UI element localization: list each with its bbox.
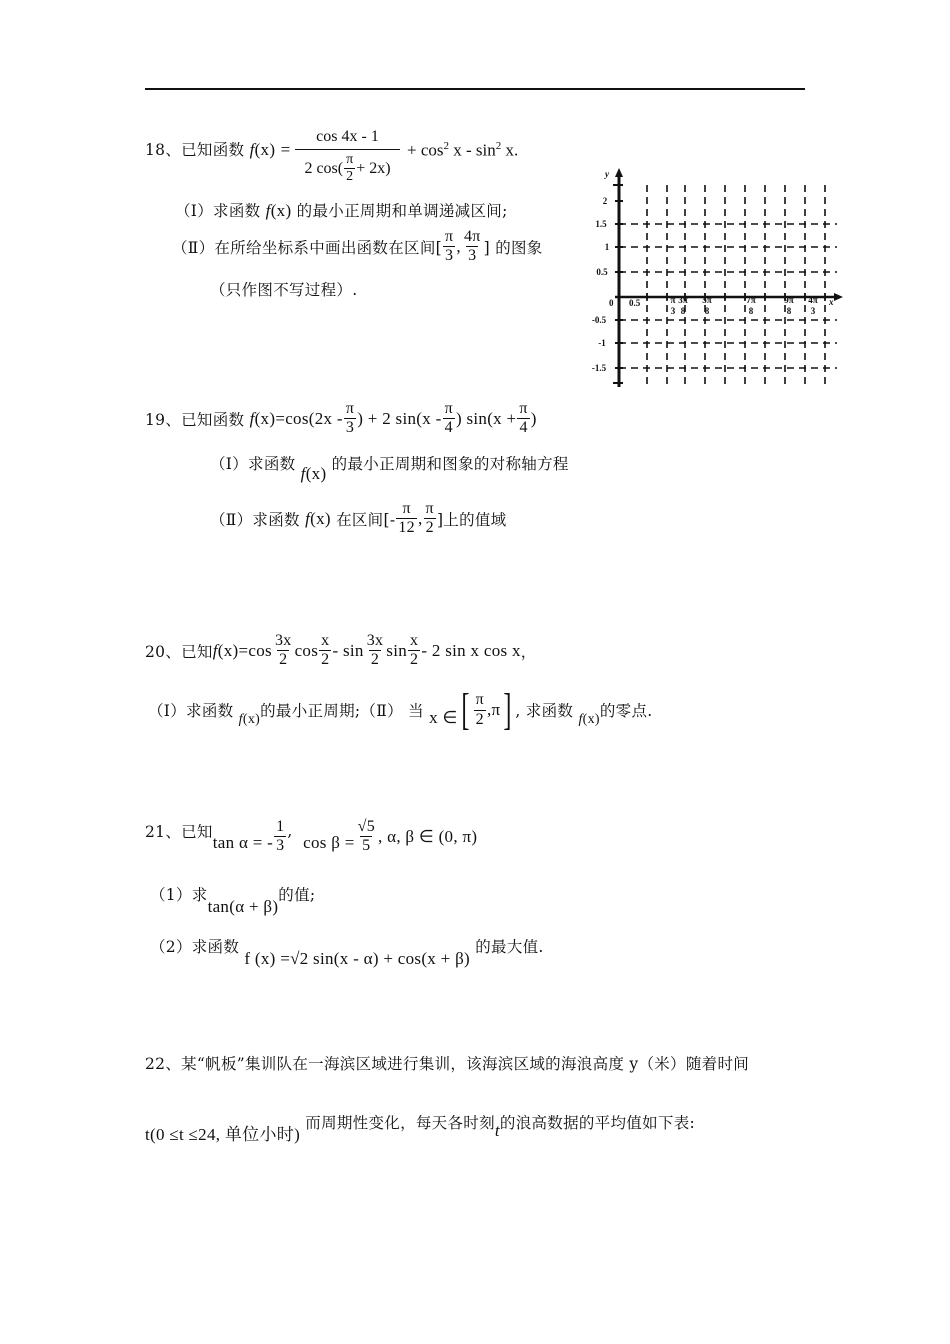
q21-line: 21、 已知 tan α = - $\frac{1}{3}$ , cos β = $\frac{√5}{5}$ , α, β ∈ (0, π): [145, 818, 478, 855]
q18-part2: （Ⅱ）在所给坐标系中画出函数在区间[ $\frac{\pi}{3}$ , $\frac{4\pi}{3}$ ] 的图象: [172, 228, 543, 265]
x-tick-den: 3: [810, 306, 816, 316]
q21-part2: （2）求函数 f (x) =√2 sin(x - α) + cos(x + β) 的最大值.: [150, 938, 544, 968]
x-tick-num: π: [670, 295, 676, 305]
x-tick-den: 8: [704, 306, 710, 316]
x-tick-den: 3: [670, 306, 676, 316]
origin-label: 0: [609, 298, 614, 308]
q18-fraction: [295, 128, 400, 185]
q18-number: 18、: [145, 141, 182, 159]
q19-part1: （Ⅰ）求函数 f(x) 的最小正周期和图象的对称轴方程: [210, 455, 569, 483]
y-tick: -1: [598, 338, 606, 348]
top-rule: [145, 88, 805, 90]
x-tick-num: 4π: [808, 295, 818, 305]
x-tick-num: 5π: [702, 295, 712, 305]
q19-part2: （Ⅱ）求函数 f (x) 在区间[- $\frac{\pi}{12}$ , $\frac{\pi}{2}$ ]上的值域: [210, 500, 507, 537]
x-tick: 0.5: [629, 298, 641, 308]
q18-part1: （Ⅰ）求函数 f(x) 的最小正周期和单调递减区间;: [175, 201, 508, 220]
q20-parts: （Ⅰ）求函数 f (x) 的最小正周期;（Ⅱ） 当 x ∈ [ $\frac{\pi}{2}$ ,π ] , 求函数 f (x) 的零点.: [148, 685, 653, 734]
coordinate-grid: [585, 165, 845, 390]
y-tick: 1: [604, 242, 610, 252]
x-arrow-icon: [834, 293, 843, 301]
y-tick: 2: [602, 196, 608, 206]
q18-line: [145, 138, 290, 160]
y-arrow-icon: [615, 168, 623, 177]
q18-tail: + $\cos^2 x - \sin^2 x$.: [407, 140, 519, 160]
q19-line: 19、 已知函数 f (x) =cos(2x - $\frac{\pi}{3}$ ) + 2 sin(x - $\frac{\pi}{4}$ ) sin(x + $\frac{\pi}{4}$ ): [145, 400, 537, 437]
q21-part1: （1）求tan(α + β)的值;: [150, 886, 316, 916]
x-tick-num: 3π: [678, 295, 688, 305]
q18-f: f: [249, 140, 255, 159]
x-axis-label: x: [829, 297, 834, 307]
x-tick-num: 7π: [746, 295, 756, 305]
y-axis-label: y: [605, 169, 609, 179]
y-tick: 1.5: [595, 219, 607, 229]
q20-line: 20、 已知 f (x) =cos $\frac{3x}{2}$ cos $\frac{x}{2}$ - sin $\frac{3x}{2}$ sin $\frac{x}{2}$ - 2 sin x cos x ，: [145, 632, 537, 669]
q18-frac-num: cos 4x - 1: [316, 128, 379, 145]
q22-line2: t(0 ≤t ≤24, 单位小时) 而周期性变化，每天各时刻t的浪高数据的平均值如下表:: [145, 1114, 696, 1144]
q22-line1: 22、某“帆板”集训队在一海滨区域进行集训，该海滨区域的海浪高度 y（米）随着时间: [145, 1055, 750, 1073]
x-tick-num: 9π: [784, 295, 794, 305]
x-tick-den: 8: [786, 306, 792, 316]
left-bracket: [: [460, 685, 470, 734]
q18-eq: =: [280, 140, 291, 159]
q18-fx: (x): [254, 140, 276, 159]
x-tick-den: 8: [680, 306, 686, 316]
q18-frac-den: 2 cos( $\frac{\pi}{2}$ + 2x): [304, 152, 391, 185]
x-tick-den: 8: [748, 306, 754, 316]
y-tick: -0.5: [591, 315, 607, 325]
q18-part3: （只作图不写过程）.: [210, 281, 358, 299]
y-tick: -1.5: [591, 363, 607, 373]
q18-intro: 已知函数: [181, 141, 245, 159]
right-bracket: ]: [503, 685, 512, 734]
y-tick: 0.5: [596, 267, 608, 277]
